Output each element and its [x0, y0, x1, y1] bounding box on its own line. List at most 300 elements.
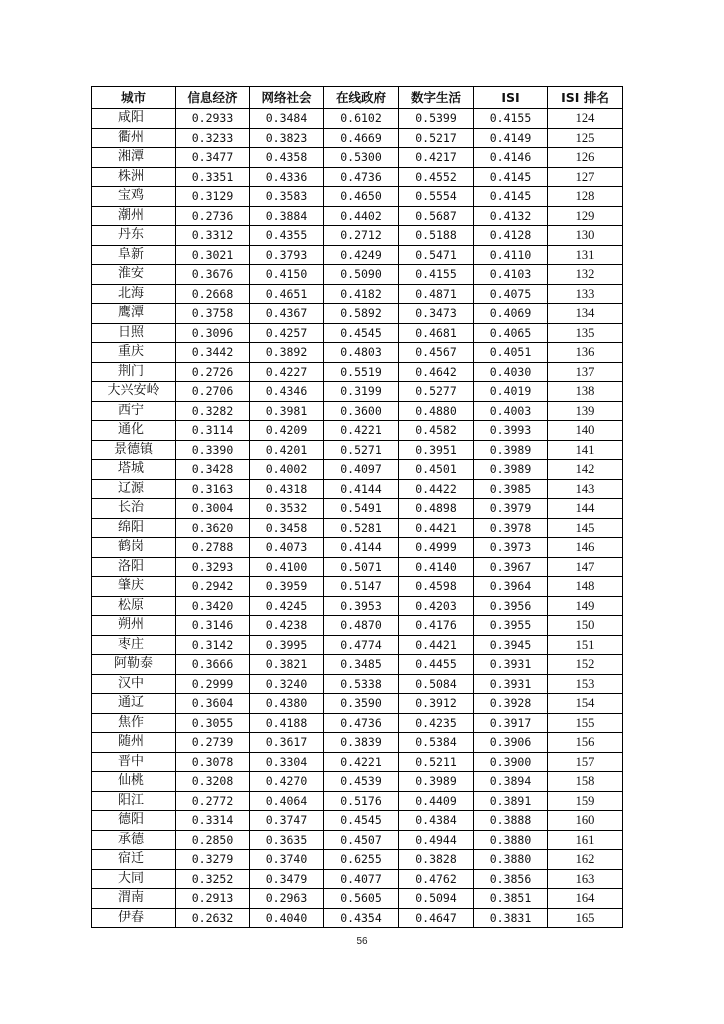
cell-online-government: 0.6255 [324, 850, 399, 870]
cell-city: 重庆 [92, 343, 176, 363]
cell-isi: 0.3956 [474, 596, 548, 616]
cell-info-economy: 0.2706 [176, 382, 250, 402]
cell-isi-rank: 145 [548, 518, 623, 538]
cell-digital-life: 0.5084 [399, 674, 474, 694]
table-row [92, 265, 623, 285]
cell-city: 晋中 [92, 752, 176, 772]
cell-isi-rank: 162 [548, 850, 623, 870]
cell-info-economy: 0.3314 [176, 811, 250, 831]
header-digital-life: 数字生活 [399, 87, 474, 109]
cell-network-society: 0.4270 [250, 772, 324, 792]
cell-network-society: 0.4651 [250, 284, 324, 304]
table-row [92, 421, 623, 441]
cell-info-economy: 0.2726 [176, 362, 250, 382]
cell-isi: 0.3967 [474, 557, 548, 577]
cell-digital-life: 0.5277 [399, 382, 474, 402]
cell-info-economy: 0.3420 [176, 596, 250, 616]
cell-isi: 0.3985 [474, 479, 548, 499]
cell-city: 汉中 [92, 674, 176, 694]
cell-isi: 0.4132 [474, 206, 548, 226]
cell-online-government: 0.4097 [324, 460, 399, 480]
cell-isi: 0.3955 [474, 616, 548, 636]
cell-network-society: 0.4073 [250, 538, 324, 558]
cell-isi-rank: 157 [548, 752, 623, 772]
cell-info-economy: 0.3390 [176, 440, 250, 460]
cell-info-economy: 0.3252 [176, 869, 250, 889]
cell-city: 随州 [92, 733, 176, 753]
cell-online-government: 0.3839 [324, 733, 399, 753]
cell-city: 枣庄 [92, 635, 176, 655]
cell-isi: 0.4051 [474, 343, 548, 363]
table-row [92, 869, 623, 889]
cell-digital-life: 0.5211 [399, 752, 474, 772]
cell-isi-rank: 137 [548, 362, 623, 382]
cell-isi: 0.3989 [474, 440, 548, 460]
cell-digital-life: 0.4409 [399, 791, 474, 811]
cell-city: 阜新 [92, 245, 176, 265]
cell-isi: 0.4128 [474, 226, 548, 246]
cell-online-government: 0.5300 [324, 148, 399, 168]
cell-online-government: 0.4077 [324, 869, 399, 889]
cell-info-economy: 0.3021 [176, 245, 250, 265]
cell-info-economy: 0.3604 [176, 694, 250, 714]
cell-isi: 0.4003 [474, 401, 548, 421]
cell-isi-rank: 151 [548, 635, 623, 655]
cell-isi-rank: 138 [548, 382, 623, 402]
cell-digital-life: 0.3912 [399, 694, 474, 714]
cell-isi-rank: 139 [548, 401, 623, 421]
table-row [92, 655, 623, 675]
table-row [92, 850, 623, 870]
cell-city: 西宁 [92, 401, 176, 421]
cell-city: 日照 [92, 323, 176, 343]
cell-digital-life: 0.4422 [399, 479, 474, 499]
table-row [92, 343, 623, 363]
cell-isi-rank: 153 [548, 674, 623, 694]
cell-city: 塔城 [92, 460, 176, 480]
cell-network-society: 0.4201 [250, 440, 324, 460]
cell-isi: 0.3989 [474, 460, 548, 480]
cell-info-economy: 0.3666 [176, 655, 250, 675]
cell-city: 通辽 [92, 694, 176, 714]
cell-info-economy: 0.2739 [176, 733, 250, 753]
cell-digital-life: 0.5188 [399, 226, 474, 246]
cell-online-government: 0.5491 [324, 499, 399, 519]
table-row [92, 167, 623, 187]
cell-digital-life: 0.4642 [399, 362, 474, 382]
cell-isi-rank: 160 [548, 811, 623, 831]
cell-digital-life: 0.5217 [399, 128, 474, 148]
cell-isi-rank: 140 [548, 421, 623, 441]
cell-info-economy: 0.3279 [176, 850, 250, 870]
cell-online-government: 0.5605 [324, 889, 399, 909]
cell-info-economy: 0.2933 [176, 109, 250, 129]
cell-network-society: 0.3617 [250, 733, 324, 753]
cell-online-government: 0.4354 [324, 908, 399, 928]
cell-city: 淮安 [92, 265, 176, 285]
cell-isi: 0.4019 [474, 382, 548, 402]
cell-network-society: 0.4355 [250, 226, 324, 246]
cell-isi: 0.3900 [474, 752, 548, 772]
page-number: 56 [356, 936, 368, 947]
cell-city: 朔州 [92, 616, 176, 636]
cell-city: 绵阳 [92, 518, 176, 538]
table-row [92, 635, 623, 655]
cell-info-economy: 0.2788 [176, 538, 250, 558]
cell-isi-rank: 142 [548, 460, 623, 480]
cell-isi: 0.3906 [474, 733, 548, 753]
cell-online-government: 0.4803 [324, 343, 399, 363]
cell-info-economy: 0.2632 [176, 908, 250, 928]
isi-ranking-table [91, 86, 623, 928]
table-row [92, 538, 623, 558]
cell-digital-life: 0.5399 [399, 109, 474, 129]
cell-digital-life: 0.4871 [399, 284, 474, 304]
cell-isi-rank: 133 [548, 284, 623, 304]
cell-city: 焦作 [92, 713, 176, 733]
cell-online-government: 0.4650 [324, 187, 399, 207]
cell-isi: 0.3978 [474, 518, 548, 538]
cell-digital-life: 0.4898 [399, 499, 474, 519]
header-info-economy: 信息经济 [176, 87, 250, 109]
cell-online-government: 0.4144 [324, 538, 399, 558]
cell-isi-rank: 128 [548, 187, 623, 207]
cell-online-government: 0.4249 [324, 245, 399, 265]
cell-isi-rank: 158 [548, 772, 623, 792]
cell-city: 洛阳 [92, 557, 176, 577]
cell-isi-rank: 125 [548, 128, 623, 148]
cell-isi-rank: 165 [548, 908, 623, 928]
cell-info-economy: 0.3620 [176, 518, 250, 538]
cell-info-economy: 0.3096 [176, 323, 250, 343]
cell-online-government: 0.3600 [324, 401, 399, 421]
cell-online-government: 0.4545 [324, 323, 399, 343]
cell-info-economy: 0.3351 [176, 167, 250, 187]
cell-city: 阳江 [92, 791, 176, 811]
cell-isi: 0.4149 [474, 128, 548, 148]
cell-online-government: 0.5338 [324, 674, 399, 694]
cell-isi: 0.4065 [474, 323, 548, 343]
cell-online-government: 0.4669 [324, 128, 399, 148]
cell-network-society: 0.4367 [250, 304, 324, 324]
cell-digital-life: 0.4598 [399, 577, 474, 597]
cell-digital-life: 0.4567 [399, 343, 474, 363]
cell-isi-rank: 132 [548, 265, 623, 285]
table-row [92, 323, 623, 343]
cell-city: 北海 [92, 284, 176, 304]
cell-online-government: 0.3485 [324, 655, 399, 675]
table-row [92, 713, 623, 733]
cell-digital-life: 0.4944 [399, 830, 474, 850]
cell-network-society: 0.3892 [250, 343, 324, 363]
cell-digital-life: 0.5094 [399, 889, 474, 909]
cell-network-society: 0.3532 [250, 499, 324, 519]
cell-info-economy: 0.3676 [176, 265, 250, 285]
table-row [92, 187, 623, 207]
cell-city: 丹东 [92, 226, 176, 246]
cell-city: 阿勒泰 [92, 655, 176, 675]
cell-isi: 0.3979 [474, 499, 548, 519]
cell-info-economy: 0.3477 [176, 148, 250, 168]
cell-online-government: 0.5071 [324, 557, 399, 577]
cell-digital-life: 0.4582 [399, 421, 474, 441]
cell-network-society: 0.2963 [250, 889, 324, 909]
cell-digital-life: 0.4203 [399, 596, 474, 616]
cell-online-government: 0.4507 [324, 830, 399, 850]
cell-isi-rank: 135 [548, 323, 623, 343]
cell-isi-rank: 126 [548, 148, 623, 168]
cell-network-society: 0.3484 [250, 109, 324, 129]
table-row [92, 518, 623, 538]
cell-city: 仙桃 [92, 772, 176, 792]
cell-digital-life: 0.4217 [399, 148, 474, 168]
cell-info-economy: 0.2736 [176, 206, 250, 226]
cell-isi: 0.3964 [474, 577, 548, 597]
cell-isi-rank: 156 [548, 733, 623, 753]
cell-isi-rank: 155 [548, 713, 623, 733]
table-row [92, 499, 623, 519]
cell-online-government: 0.4736 [324, 713, 399, 733]
cell-network-society: 0.4064 [250, 791, 324, 811]
table-row [92, 304, 623, 324]
cell-digital-life: 0.3473 [399, 304, 474, 324]
cell-digital-life: 0.4235 [399, 713, 474, 733]
table-row [92, 362, 623, 382]
cell-network-society: 0.3821 [250, 655, 324, 675]
header-online-government: 在线政府 [324, 87, 399, 109]
header-city: 城市 [92, 87, 176, 109]
cell-city: 松原 [92, 596, 176, 616]
cell-network-society: 0.4336 [250, 167, 324, 187]
cell-digital-life: 0.4155 [399, 265, 474, 285]
table-row [92, 479, 623, 499]
table-row [92, 284, 623, 304]
table-row [92, 577, 623, 597]
cell-digital-life: 0.4384 [399, 811, 474, 831]
header-isi: ISI [474, 87, 548, 109]
cell-online-government: 0.4144 [324, 479, 399, 499]
table-row [92, 772, 623, 792]
cell-isi: 0.4145 [474, 187, 548, 207]
cell-isi-rank: 161 [548, 830, 623, 850]
cell-info-economy: 0.2850 [176, 830, 250, 850]
cell-city: 伊春 [92, 908, 176, 928]
cell-isi: 0.3931 [474, 674, 548, 694]
cell-online-government: 0.5147 [324, 577, 399, 597]
cell-online-government: 0.5519 [324, 362, 399, 382]
cell-isi-rank: 163 [548, 869, 623, 889]
cell-network-society: 0.3981 [250, 401, 324, 421]
table-row [92, 596, 623, 616]
cell-online-government: 0.5271 [324, 440, 399, 460]
cell-online-government: 0.4774 [324, 635, 399, 655]
cell-online-government: 0.4221 [324, 752, 399, 772]
cell-isi-rank: 134 [548, 304, 623, 324]
cell-network-society: 0.4238 [250, 616, 324, 636]
cell-info-economy: 0.3004 [176, 499, 250, 519]
cell-digital-life: 0.4681 [399, 323, 474, 343]
cell-online-government: 0.3953 [324, 596, 399, 616]
cell-digital-life: 0.4421 [399, 518, 474, 538]
cell-info-economy: 0.3312 [176, 226, 250, 246]
cell-online-government: 0.4545 [324, 811, 399, 831]
table-row [92, 557, 623, 577]
cell-digital-life: 0.4140 [399, 557, 474, 577]
cell-isi-rank: 148 [548, 577, 623, 597]
cell-isi: 0.3993 [474, 421, 548, 441]
table-row [92, 401, 623, 421]
cell-digital-life: 0.4176 [399, 616, 474, 636]
table-row [92, 226, 623, 246]
cell-info-economy: 0.2772 [176, 791, 250, 811]
cell-digital-life: 0.3951 [399, 440, 474, 460]
cell-digital-life: 0.3828 [399, 850, 474, 870]
cell-isi: 0.4103 [474, 265, 548, 285]
cell-isi-rank: 124 [548, 109, 623, 129]
cell-digital-life: 0.4647 [399, 908, 474, 928]
cell-isi: 0.3831 [474, 908, 548, 928]
cell-city: 承德 [92, 830, 176, 850]
cell-network-society: 0.3823 [250, 128, 324, 148]
cell-city: 鹰潭 [92, 304, 176, 324]
table-row [92, 752, 623, 772]
cell-online-government: 0.4402 [324, 206, 399, 226]
cell-city: 鹤岗 [92, 538, 176, 558]
cell-isi: 0.3851 [474, 889, 548, 909]
cell-city: 衢州 [92, 128, 176, 148]
table-row [92, 460, 623, 480]
cell-isi: 0.3945 [474, 635, 548, 655]
cell-network-society: 0.3479 [250, 869, 324, 889]
header-isi-rank: ISI 排名 [548, 87, 623, 109]
cell-network-society: 0.4257 [250, 323, 324, 343]
cell-digital-life: 0.4501 [399, 460, 474, 480]
cell-network-society: 0.4318 [250, 479, 324, 499]
cell-network-society: 0.3884 [250, 206, 324, 226]
table-row [92, 616, 623, 636]
cell-isi-rank: 147 [548, 557, 623, 577]
cell-info-economy: 0.3129 [176, 187, 250, 207]
table-row [92, 889, 623, 909]
table-body [92, 109, 623, 928]
cell-isi: 0.4146 [474, 148, 548, 168]
cell-network-society: 0.4380 [250, 694, 324, 714]
cell-isi: 0.3894 [474, 772, 548, 792]
cell-network-society: 0.3583 [250, 187, 324, 207]
cell-city: 德阳 [92, 811, 176, 831]
cell-digital-life: 0.4762 [399, 869, 474, 889]
cell-network-society: 0.3240 [250, 674, 324, 694]
cell-online-government: 0.2712 [324, 226, 399, 246]
cell-network-society: 0.4040 [250, 908, 324, 928]
cell-network-society: 0.3635 [250, 830, 324, 850]
cell-online-government: 0.5176 [324, 791, 399, 811]
cell-info-economy: 0.2668 [176, 284, 250, 304]
cell-info-economy: 0.3114 [176, 421, 250, 441]
cell-network-society: 0.3959 [250, 577, 324, 597]
cell-city: 宿迁 [92, 850, 176, 870]
cell-info-economy: 0.3293 [176, 557, 250, 577]
cell-online-government: 0.3590 [324, 694, 399, 714]
header-network-society: 网络社会 [250, 87, 324, 109]
cell-online-government: 0.6102 [324, 109, 399, 129]
cell-isi: 0.3856 [474, 869, 548, 889]
cell-network-society: 0.3995 [250, 635, 324, 655]
cell-isi-rank: 149 [548, 596, 623, 616]
cell-info-economy: 0.3428 [176, 460, 250, 480]
table-row [92, 811, 623, 831]
cell-isi-rank: 136 [548, 343, 623, 363]
cell-info-economy: 0.3163 [176, 479, 250, 499]
cell-isi-rank: 144 [548, 499, 623, 519]
cell-city: 长治 [92, 499, 176, 519]
cell-isi: 0.4110 [474, 245, 548, 265]
cell-isi-rank: 152 [548, 655, 623, 675]
cell-isi-rank: 150 [548, 616, 623, 636]
cell-isi: 0.4069 [474, 304, 548, 324]
cell-info-economy: 0.2999 [176, 674, 250, 694]
cell-network-society: 0.3747 [250, 811, 324, 831]
cell-online-government: 0.3199 [324, 382, 399, 402]
cell-online-government: 0.4182 [324, 284, 399, 304]
table-row [92, 694, 623, 714]
cell-city: 肇庆 [92, 577, 176, 597]
cell-digital-life: 0.5687 [399, 206, 474, 226]
cell-city: 通化 [92, 421, 176, 441]
cell-digital-life: 0.5554 [399, 187, 474, 207]
cell-network-society: 0.3304 [250, 752, 324, 772]
cell-digital-life: 0.5384 [399, 733, 474, 753]
cell-city: 宝鸡 [92, 187, 176, 207]
cell-isi: 0.4155 [474, 109, 548, 129]
cell-info-economy: 0.3078 [176, 752, 250, 772]
cell-online-government: 0.5892 [324, 304, 399, 324]
cell-digital-life: 0.4552 [399, 167, 474, 187]
cell-network-society: 0.4346 [250, 382, 324, 402]
cell-digital-life: 0.5471 [399, 245, 474, 265]
cell-info-economy: 0.3442 [176, 343, 250, 363]
cell-city: 潮州 [92, 206, 176, 226]
table-row [92, 674, 623, 694]
cell-isi: 0.3880 [474, 830, 548, 850]
cell-network-society: 0.3793 [250, 245, 324, 265]
cell-city: 大兴安岭 [92, 382, 176, 402]
cell-city: 景德镇 [92, 440, 176, 460]
table-row [92, 206, 623, 226]
cell-city: 大同 [92, 869, 176, 889]
cell-isi: 0.3917 [474, 713, 548, 733]
cell-isi-rank: 164 [548, 889, 623, 909]
cell-city: 荆门 [92, 362, 176, 382]
cell-isi: 0.3888 [474, 811, 548, 831]
cell-city: 辽源 [92, 479, 176, 499]
cell-info-economy: 0.3208 [176, 772, 250, 792]
cell-isi-rank: 141 [548, 440, 623, 460]
cell-digital-life: 0.4421 [399, 635, 474, 655]
cell-isi: 0.4075 [474, 284, 548, 304]
cell-isi: 0.4145 [474, 167, 548, 187]
cell-online-government: 0.4539 [324, 772, 399, 792]
cell-isi-rank: 159 [548, 791, 623, 811]
cell-network-society: 0.4358 [250, 148, 324, 168]
table-row [92, 791, 623, 811]
cell-isi-rank: 154 [548, 694, 623, 714]
cell-info-economy: 0.3233 [176, 128, 250, 148]
cell-info-economy: 0.3758 [176, 304, 250, 324]
cell-network-society: 0.4245 [250, 596, 324, 616]
cell-isi-rank: 129 [548, 206, 623, 226]
table-row [92, 733, 623, 753]
